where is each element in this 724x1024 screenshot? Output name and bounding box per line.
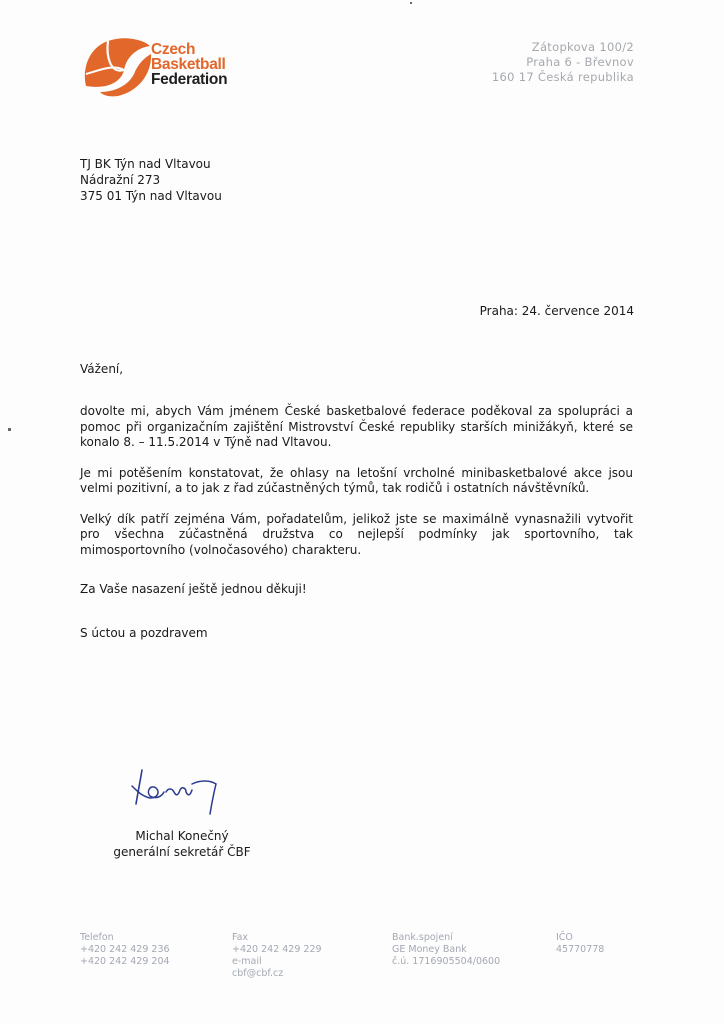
ico-number: 45770778 (556, 944, 605, 955)
logo-line-basketball: Basketball (151, 56, 226, 73)
body-paragraph: dovolte mi, abych Vám jménem České basketbalové federace poděkoval za spolupráci a pomoc při organizačním zajištění Mistrovství České republiky starších minižákyň, které se konalo 8. – 11.5.2014 v Týně nad Vltavou. (80, 404, 633, 449)
signer-block (112, 828, 252, 860)
closing-thanks: Za Vaše nasazení ještě jednou děkuji! (80, 582, 307, 596)
signer-title: generální sekretář ČBF (113, 845, 251, 859)
scan-mark (410, 2, 412, 4)
recipient-address (80, 156, 222, 204)
body-paragraph: Je mi potěšením konstatovat, že ohlasy na letošní vrcholné minibasketbalové akce jsou velmi pozitivní, a to jak z řad zúčastněných týmů, tak rodičů i ostatních návštěvníků. (80, 465, 633, 495)
bank-label: Bank.spojení (392, 932, 453, 943)
basketball-icon (80, 34, 156, 98)
footer-fax-email (232, 932, 322, 980)
logo-line-czech: Czech (151, 41, 196, 58)
bank-account: č.ú. 1716905504/0600 (392, 956, 501, 967)
federation-logo (80, 34, 250, 98)
phone-number: +420 242 429 204 (80, 956, 170, 967)
sender-street: Zátopkova 100/2 (531, 40, 634, 54)
bank-name: GE Money Bank (392, 944, 467, 955)
logo-line-federation: Federation (151, 71, 228, 88)
letter-footer (80, 932, 660, 992)
logo-wordmark (151, 42, 227, 87)
fax-number: +420 242 429 229 (232, 944, 322, 955)
footer-phone (80, 932, 170, 968)
sender-postcode-country: 160 17 Česká republika (491, 70, 634, 84)
recipient-city: 375 01 Týn nad Vltavou (80, 189, 222, 203)
ico-label: IČO (556, 932, 573, 943)
salutation: Vážení, (80, 362, 124, 376)
recipient-name: TJ BK Týn nad Vltavou (80, 157, 211, 171)
fax-label: Fax (232, 932, 249, 943)
scan-mark (8, 428, 11, 431)
email-address: cbf@cbf.cz (232, 968, 284, 979)
footer-bank (392, 932, 500, 968)
sender-address (492, 40, 634, 85)
footer-ico (556, 932, 604, 956)
sender-district: Praha 6 - Břevnov (526, 55, 634, 69)
body-paragraph: Velký dík patří zejména Vám, pořadatelům, jelikož jste se maximálně vynasnažili vytvořit pro všechna zúčastněná družstva co nejlepší podmínky jak sportovního, tak mimosportovního (volnočasového) charakteru. (80, 511, 633, 557)
phone-number: +420 242 429 236 (80, 944, 170, 955)
letter-date: Praha: 24. července 2014 (479, 304, 634, 318)
recipient-street: Nádražní 273 (80, 173, 161, 187)
phone-label: Telefon (80, 932, 114, 943)
signer-name: Michal Konečný (135, 829, 229, 843)
handwritten-signature (120, 762, 230, 826)
email-label: e-mail (232, 956, 262, 967)
letter-body (80, 404, 633, 573)
closing-greeting: S úctou a pozdravem (80, 626, 208, 640)
